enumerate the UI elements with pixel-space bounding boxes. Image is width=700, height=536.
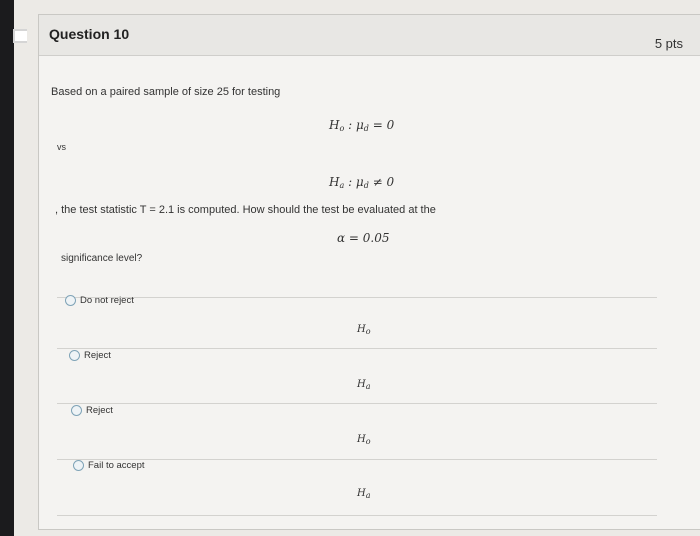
significance-text: significance level? bbox=[61, 253, 143, 264]
vs-label: vs bbox=[57, 142, 66, 152]
symbol-sub: o bbox=[365, 437, 371, 446]
null-hypothesis bbox=[329, 118, 394, 133]
option-symbol-ho bbox=[357, 324, 371, 336]
option-symbol-ha bbox=[357, 488, 371, 500]
alt-h-sub: a bbox=[339, 181, 345, 190]
flag-question-icon[interactable] bbox=[13, 29, 27, 43]
option-fail-to-accept[interactable] bbox=[73, 460, 145, 471]
symbol-h: H bbox=[357, 488, 366, 499]
alt-value: ≠ 0 bbox=[368, 175, 395, 189]
divider bbox=[57, 515, 657, 516]
option-label: Do not reject bbox=[80, 295, 134, 306]
symbol-h: H bbox=[357, 379, 366, 390]
question-intro: Based on a paired sample of size 25 for testing bbox=[51, 86, 281, 98]
alt-mu-sub: d bbox=[363, 181, 369, 190]
divider bbox=[57, 348, 657, 349]
radio-button[interactable] bbox=[65, 295, 76, 306]
question-title: Question 10 bbox=[49, 26, 130, 42]
option-reject-2[interactable] bbox=[71, 405, 113, 416]
symbol-sub: o bbox=[365, 327, 371, 336]
null-mu: : μ bbox=[344, 118, 364, 132]
question-points: 5 pts bbox=[654, 36, 683, 51]
option-label: Reject bbox=[86, 405, 113, 416]
screen-bezel bbox=[0, 0, 14, 536]
divider bbox=[57, 403, 657, 404]
alt-hypothesis bbox=[329, 175, 394, 190]
alt-mu: : μ bbox=[344, 175, 364, 189]
option-label: Reject bbox=[84, 350, 111, 361]
null-h: H bbox=[329, 118, 340, 132]
question-header bbox=[39, 15, 700, 56]
option-label: Fail to accept bbox=[88, 460, 145, 471]
divider bbox=[57, 297, 657, 298]
option-symbol-ho bbox=[357, 434, 371, 446]
radio-button[interactable] bbox=[69, 350, 80, 361]
option-symbol-ha bbox=[357, 379, 371, 391]
null-mu-sub: d bbox=[363, 124, 369, 133]
divider bbox=[57, 459, 657, 460]
question-card bbox=[38, 14, 700, 530]
alt-h: H bbox=[329, 175, 340, 189]
option-do-not-reject[interactable] bbox=[65, 295, 134, 306]
option-reject-1[interactable] bbox=[69, 350, 111, 361]
symbol-h: H bbox=[357, 434, 366, 445]
symbol-h: H bbox=[357, 324, 366, 335]
null-value: = 0 bbox=[368, 118, 395, 132]
radio-button[interactable] bbox=[71, 405, 82, 416]
symbol-sub: a bbox=[365, 491, 371, 500]
statistic-text: , the test statistic T = 2.1 is computed. How should the test be evaluated at the bbox=[55, 204, 436, 216]
null-h-sub: o bbox=[339, 124, 345, 133]
radio-button[interactable] bbox=[73, 460, 84, 471]
symbol-sub: a bbox=[365, 382, 371, 391]
alpha-value: α = 0.05 bbox=[337, 231, 390, 245]
